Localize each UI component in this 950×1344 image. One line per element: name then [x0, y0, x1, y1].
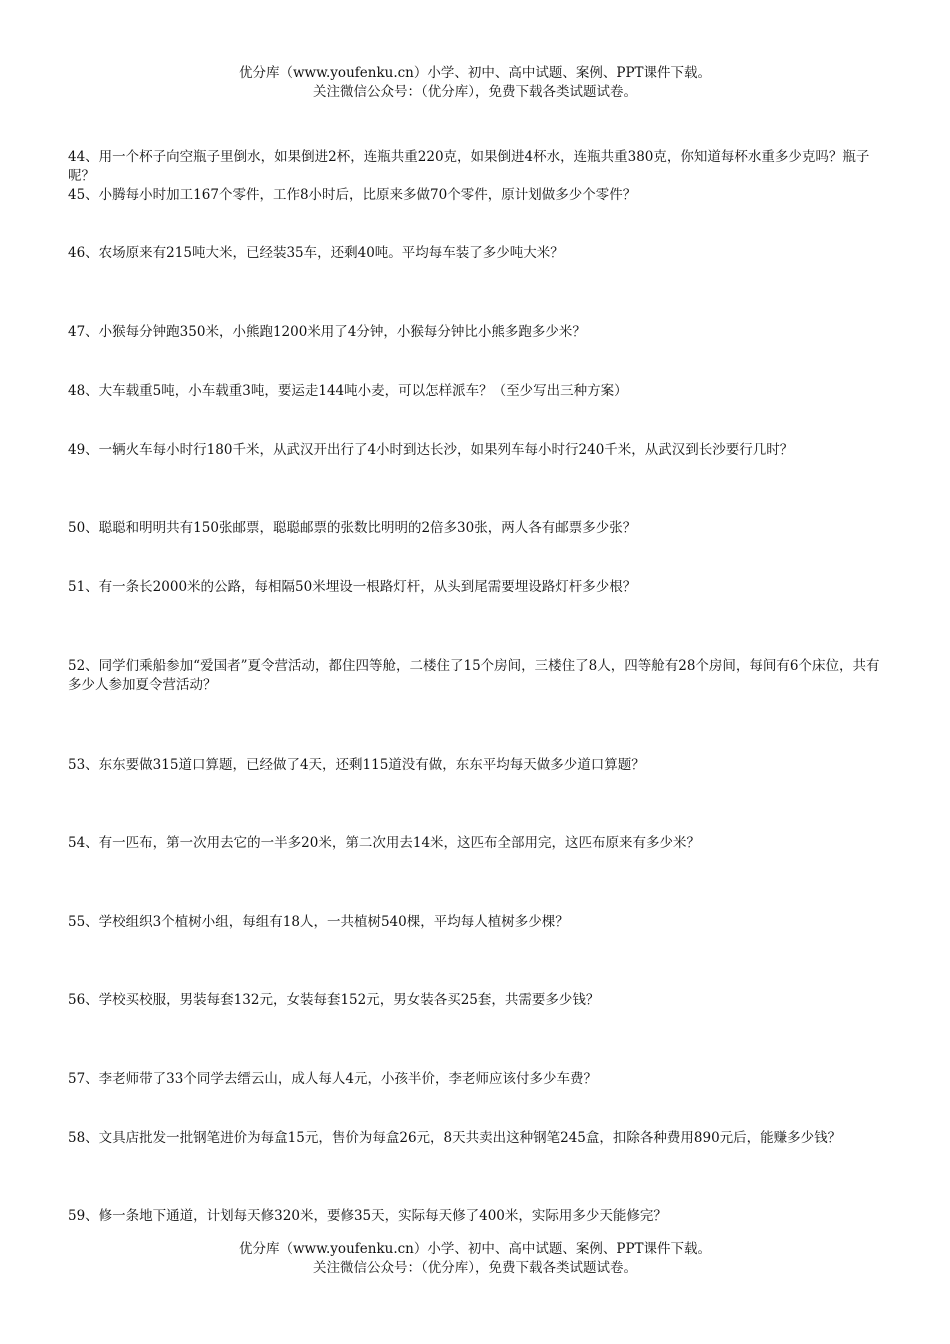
- problem-57: 57、李老师带了33个同学去缙云山，成人每人4元，小孩半价，李老师应该付多少车费？: [68, 1071, 597, 1087]
- problem-58: 58、文具店批发一批钢笔进价为每盒15元，售价为每盒26元，8天共卖出这种钢笔245盒，扣除各种费用890元后，能赚多少钱？: [68, 1130, 842, 1146]
- problem-45: 45、小腾每小时加工167个零件，工作8小时后，比原来多做70个零件，原计划做多少个零件？: [68, 187, 637, 203]
- problem-46: 46、农场原来有215吨大米，已经装35车，还剩40吨。平均每车装了多少吨大米？: [68, 245, 564, 261]
- problem-50: 50、聪聪和明明共有150张邮票，聪聪邮票的张数比明明的2倍多30张，两人各有邮票多少张？: [68, 520, 637, 536]
- footer-line-1: 优分库（www.youfenku.cn）小学、初中、高中试题、案例、PPT课件下载。: [238, 1241, 712, 1257]
- page-footer: [0, 1240, 950, 1278]
- header-line-2: 关注微信公众号：（优分库），免费下载各类试题试卷。: [313, 84, 637, 100]
- problem-55: 55、学校组织3个植树小组，每组有18人，一共植树540棵，平均每人植树多少棵？: [68, 914, 569, 930]
- problem-54: 54、有一匹布，第一次用去它的一半多20米，第二次用去14米，这匹布全部用完，这匹布原来有多少米？: [68, 835, 701, 851]
- page-header: [0, 64, 950, 102]
- problem-53: 53、东东要做315道口算题，已经做了4天，还剩115道没有做，东东平均每天做多少道口算题？: [68, 757, 645, 773]
- problem-48: 48、大车载重5吨，小车载重3吨，要运走144吨小麦，可以怎样派车？（至少写出三种方案）: [68, 383, 628, 399]
- header-line-1: 优分库（www.youfenku.cn）小学、初中、高中试题、案例、PPT课件下载。: [238, 65, 712, 81]
- problem-56: 56、学校买校服，男装每套132元，女装每套152元，男女装各买25套，共需要多少钱？: [68, 992, 600, 1008]
- problem-44: 44、用一个杯子向空瓶子里倒水，如果倒进2杯，连瓶共重220克，如果倒进4杯水，连瓶共重380克，你知道每杯水重多少克吗？瓶子呢？: [68, 149, 870, 184]
- problem-49: 49、一辆火车每小时行180千米，从武汉开出行了4小时到达长沙，如果列车每小时行240千米，从武汉到长沙要行几时？: [68, 442, 794, 458]
- problem-47: 47、小猴每分钟跑350米，小熊跑1200米用了4分钟，小猴每分钟比小熊多跑多少米？: [68, 324, 586, 340]
- footer-line-2: 关注微信公众号：（优分库），免费下载各类试题试卷。: [313, 1260, 637, 1276]
- problem-51: 51、有一条长2000米的公路，每相隔50米埋设一根路灯杆，从头到尾需要埋设路灯杆多少根？: [68, 579, 637, 595]
- problem-52: 52、同学们乘船参加“爱国者”夏令营活动，都住四等舱，二楼住了15个房间，三楼住了8人，四等舱有28个房间，每间有6个床位，共有多少人参加夏令营活动？: [68, 658, 880, 693]
- problem-59: 59、修一条地下通道，计划每天修320米，要修35天，实际每天修了400米，实际用多少天能修完？: [68, 1208, 667, 1224]
